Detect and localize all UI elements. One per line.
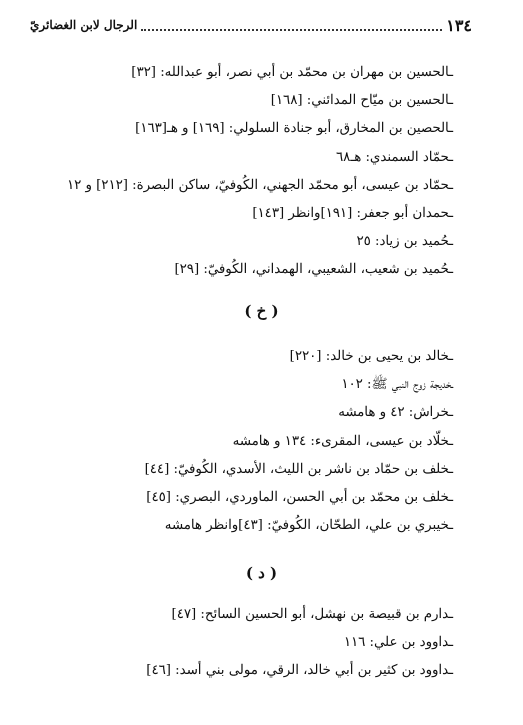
- index-entry: ـخديجة زوج النبي ﷺ: ١٠٢: [341, 377, 453, 393]
- entry-list-dal: [53, 601, 453, 686]
- section-heading-kha: ( خ ): [244, 302, 279, 320]
- index-entry: ـحمّاد السمندي: هـ٦٨: [336, 149, 453, 165]
- index-entry: ـخالد بن يحيى بن خالد: [٢٢٠]: [289, 349, 453, 364]
- running-title: الرجال لابن الغضائريّ: [30, 18, 138, 32]
- index-entry: ـخلف بن محمّد بن أبي الحسن، الماوردي، البصري: [٤٥]: [146, 489, 453, 505]
- index-entry: ـالحصين بن المخارق، أبو جنادة السلولي: [١٦٩] و هـ[١٦٣]: [135, 121, 453, 137]
- index-entry: ـحُميد بن زياد: ٢٥: [356, 234, 453, 250]
- index-entry: ـخراش: ٤٢ و هامشه: [338, 405, 453, 421]
- page-number: ١٣٤: [446, 15, 472, 35]
- running-header: [30, 14, 472, 36]
- header-dotted-leader: [141, 29, 442, 31]
- index-entry: ـالحسين بن مهران بن محمّد بن أبي نصر، أبو عبدالله: [٣٢]: [131, 65, 453, 80]
- index-entry: ـخيبري بن علي، الطحّان، الكُوفيّ: [٤٣]وانظر هامشه: [164, 518, 453, 534]
- index-entry: ـخلّاد بن عيسى، المقرىء: ١٣٤ و هامشه: [232, 433, 453, 449]
- index-entry: ـداوود بن علي: ١١٦: [343, 635, 453, 651]
- index-entry: ـخلف بن حمّاد بن ناشر بن الليث، الأسدي، الكُوفيّ: [٤٤]: [144, 461, 453, 477]
- index-entry: ـالحسين بن ميّاح المدائني: [١٦٨]: [270, 93, 453, 109]
- index-entry: ـحُميد بن شعيب، الشعيبي، الهمداني، الكُوفيّ: [٢٩]: [174, 262, 453, 278]
- section-heading-dal: ( د ): [245, 564, 278, 582]
- index-entry: ـدارم بن قبيصة بن نهشل، أبو الحسين السائح: [٤٧]: [171, 607, 453, 622]
- index-entry: ـداوود بن كثير بن أبي خالد، الرقي، مولى بني أسد: [٤٦]: [146, 663, 453, 679]
- index-entry: ـحمدان أبو جعفر: [١٩١]وانظر [١٤٣]: [252, 205, 453, 221]
- entry-list-kha: [53, 343, 453, 540]
- index-entry: ـحمّاد بن عيسى، أبو محمّد الجهني، الكُوفيّ، ساكن البصرة: [٢١٢] و ١٢: [66, 177, 453, 193]
- entry-list-ha: [53, 59, 453, 285]
